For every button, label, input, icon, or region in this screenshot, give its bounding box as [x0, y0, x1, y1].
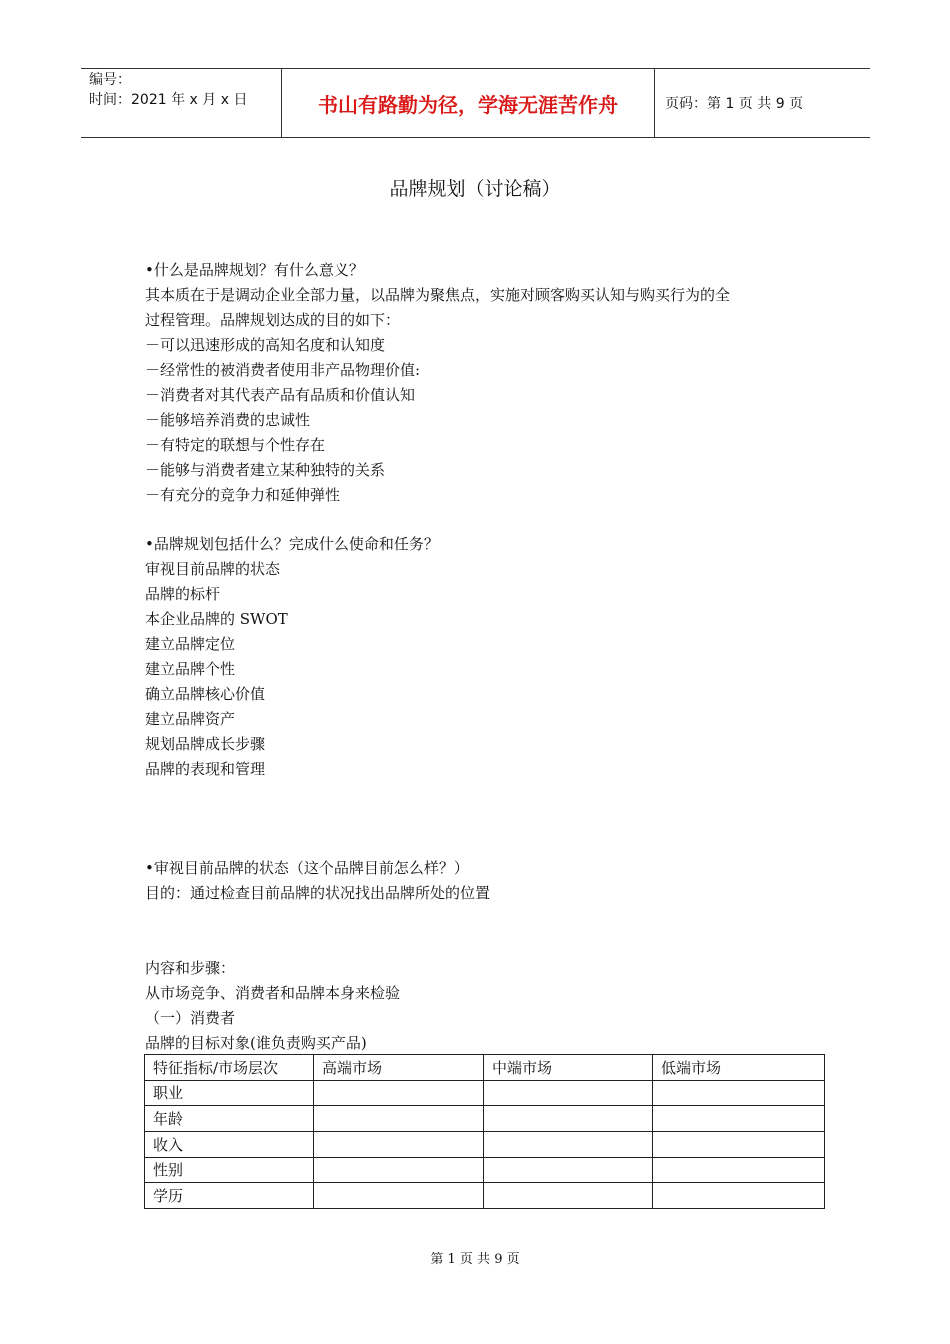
list-item: 建立品牌个性	[145, 660, 236, 678]
table-cell	[653, 1131, 825, 1157]
table-row	[145, 1106, 825, 1132]
header-page-label: 页码：第 1 页 共 9 页	[665, 96, 804, 112]
table-row-label: 学历	[145, 1183, 314, 1209]
table-cell	[314, 1157, 484, 1183]
table-cell	[653, 1106, 825, 1132]
table-cell	[314, 1080, 484, 1106]
section-brand-planning-contents	[145, 532, 825, 782]
section-heading: •品牌规划包括什么？完成什么使命和任务？	[145, 535, 439, 553]
section-heading: •什么是品牌规划？有什么意义？	[145, 261, 364, 279]
list-item: 本企业品牌的 SWOT	[145, 610, 288, 628]
section-brand-status-review	[145, 856, 825, 906]
list-item: －经常性的被消费者使用非产品物理价值:	[145, 361, 421, 379]
list-item: －消费者对其代表产品有品质和价值认知	[145, 386, 416, 404]
list-item: 审视目前品牌的状态	[145, 560, 281, 578]
table-cell	[653, 1157, 825, 1183]
list-item: 品牌的标杆	[145, 585, 221, 603]
header-info-cell	[81, 69, 282, 137]
document-title: 品牌规划（讨论稿）	[389, 178, 561, 200]
table-row	[145, 1157, 825, 1183]
table-cell	[484, 1131, 653, 1157]
header-page-cell	[655, 69, 870, 137]
table-row-label: 职业	[145, 1080, 314, 1106]
section-what-is-brand-planning	[145, 258, 825, 508]
list-item: －有特定的联想与个性存在	[145, 436, 326, 454]
table-cell	[484, 1106, 653, 1132]
page-footer: 第 1 页 共 9 页	[430, 1252, 520, 1267]
table-cell	[484, 1183, 653, 1209]
paragraph-line: （一）消费者	[145, 1009, 236, 1027]
table-header-cell: 高端市场	[314, 1055, 484, 1081]
paragraph-line: 品牌的目标对象(谁负责购买产品)	[145, 1034, 367, 1052]
paragraph-line: 从市场竞争、消费者和品牌本身来检验	[145, 984, 401, 1002]
table-cell	[314, 1131, 484, 1157]
list-item: －能够与消费者建立某种独特的关系	[145, 461, 386, 479]
section-heading: •审视目前品牌的状态（这个品牌目前怎么样？）	[145, 859, 469, 877]
target-audience-table	[144, 1054, 825, 1209]
table-cell	[484, 1157, 653, 1183]
table-row	[145, 1080, 825, 1106]
table-row-label: 年龄	[145, 1106, 314, 1132]
header-number-label: 编号：	[89, 72, 131, 88]
list-item: －有充分的竞争力和延伸弹性	[145, 486, 341, 504]
table-cell	[484, 1080, 653, 1106]
document-header	[81, 68, 870, 138]
header-slogan: 书山有路勤为径，学海无涯苦作舟	[318, 92, 618, 117]
purpose-line: 目的：通过检查目前品牌的状况找出品牌所处的位置	[145, 884, 491, 902]
section-content-and-steps	[145, 956, 825, 1056]
list-item: 品牌的表现和管理	[145, 760, 266, 778]
table-cell	[314, 1183, 484, 1209]
table-cell	[653, 1183, 825, 1209]
table-cell	[314, 1106, 484, 1132]
table-cell	[653, 1080, 825, 1106]
table-header-cell: 特征指标/市场层次	[145, 1055, 314, 1081]
paragraph-line: 内容和步骤：	[145, 959, 236, 977]
table-row-label: 收入	[145, 1131, 314, 1157]
list-item: 规划品牌成长步骤	[145, 735, 266, 753]
list-item: 建立品牌定位	[145, 635, 236, 653]
table-header-row	[145, 1055, 825, 1081]
header-date-label: 时间：2021 年 x 月 x 日	[89, 92, 248, 108]
paragraph-line: 其本质在于是调动企业全部力量，以品牌为聚焦点，实施对顾客购买认知与购买行为的全	[145, 286, 731, 304]
header-slogan-cell	[282, 69, 655, 137]
table-header-cell: 中端市场	[484, 1055, 653, 1081]
table-row	[145, 1183, 825, 1209]
list-item: －能够培养消费的忠诚性	[145, 411, 311, 429]
list-item: 建立品牌资产	[145, 710, 236, 728]
table-row	[145, 1131, 825, 1157]
table-row-label: 性别	[145, 1157, 314, 1183]
paragraph-line: 过程管理。品牌规划达成的目的如下：	[145, 311, 401, 329]
list-item: －可以迅速形成的高知名度和认知度	[145, 336, 386, 354]
list-item: 确立品牌核心价值	[145, 685, 266, 703]
table-header-cell: 低端市场	[653, 1055, 825, 1081]
